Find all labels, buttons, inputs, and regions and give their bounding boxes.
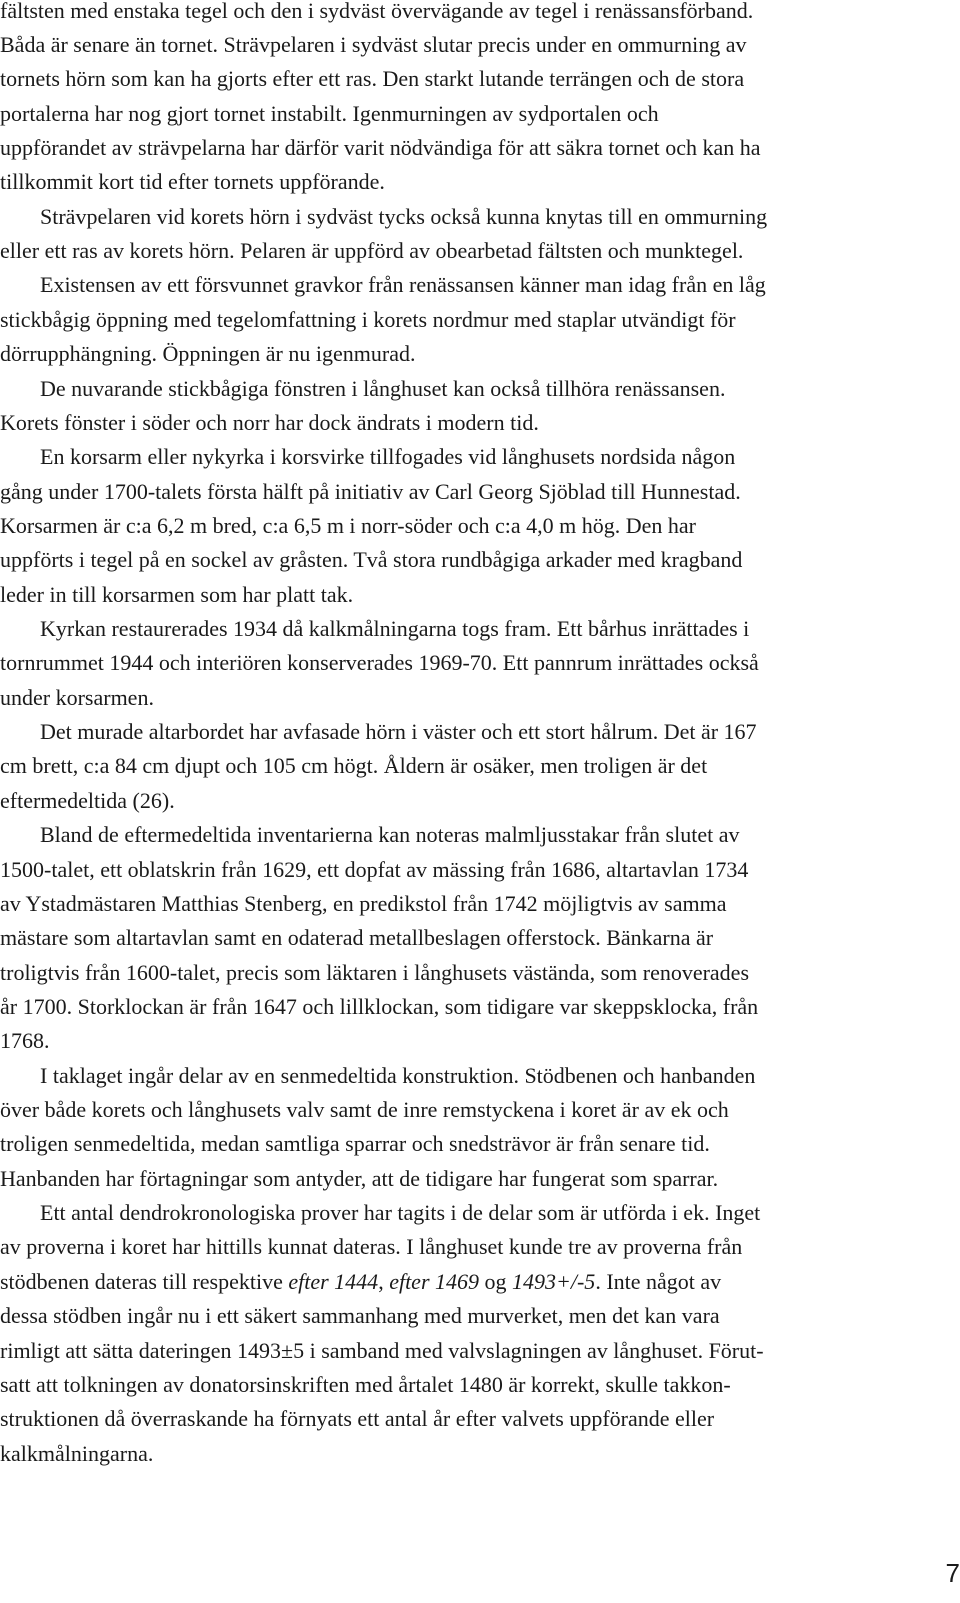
text-line: Båda är senare än tornet. Strävpelaren i sydväst slutar precis under en ommurning av [0, 32, 747, 57]
text-line: Strävpelaren vid korets hörn i sydväst tycks också kunna knytas till en ommurning [40, 204, 768, 229]
text-line: 1768. [0, 1028, 50, 1053]
text-line: Kyrkan restaurerades 1934 då kalkmålningarna togs fram. Ett bårhus inrättades i [40, 616, 750, 641]
text-line: kalkmålningarna. [0, 1441, 154, 1466]
text-line: rimligt att sätta dateringen 1493±5 i samband med valvslagningen av långhuset. Förut- [0, 1338, 764, 1363]
text-line: av proverna i koret har hittills kunnat dateras. I långhuset kunde tre av proverna från [0, 1234, 743, 1259]
text-line: 1500-talet, ett oblatskrin från 1629, ett dopfat av mässing från 1686, altartavlan 1734 [0, 857, 749, 882]
text-line: mästare som altartavlan samt en odaterad metallbeslagen offerstock. Bänkarna är [0, 925, 714, 950]
text-line: dessa stödben ingår nu i ett säkert sammanhang med murverket, men det kan vara [0, 1303, 720, 1328]
text-line: leder in till korsarmen som har platt tak. [0, 582, 354, 607]
text-line: uppförandet av strävpelarna har därför varit nödvändiga för att säkra tornet och kan ha [0, 135, 761, 160]
text-segment: stödbenen dateras till respektive [0, 1269, 289, 1294]
text-line: eller ett ras av korets hörn. Pelaren är uppförd av obearbetad fältsten och munktegel. [0, 238, 744, 263]
emphasis-date: efter 1444 [288, 1269, 379, 1294]
text-line: över både korets och långhusets valv samt de inre remstyckena i koret är av ek och [0, 1097, 729, 1122]
emphasis-date: 1493+/-5 [512, 1269, 596, 1294]
text-line: troligen senmedeltida, medan samtliga sparrar och snedsträvor är från senare tid. [0, 1131, 710, 1156]
text-line [0, 1265, 721, 1299]
text-line: Det murade altarbordet har avfasade hörn i väster och ett stort hålrum. Det är 167 [40, 719, 757, 744]
text-segment: og [479, 1269, 513, 1294]
text-line: gång under 1700-talets första hälft på initiativ av Carl Georg Sjöblad till Hunnestad. [0, 479, 741, 504]
page-number: 7 [945, 1558, 960, 1588]
text-line: cm brett, c:a 84 cm djupt och 105 cm högt. Åldern är osäker, men troligen är det [0, 753, 708, 778]
text-line: av Ystadmästaren Matthias Stenberg, en predikstol från 1742 möjligtvis av samma [0, 891, 727, 916]
text-line: portalerna har nog gjort tornet instabilt. Igenmurningen av sydportalen och [0, 101, 659, 126]
text-line: dörrupphängning. Öppningen är nu igenmurad. [0, 341, 416, 366]
text-line: fältsten med enstaka tegel och den i sydväst övervägande av tegel i renässansförband. [0, 0, 754, 23]
text-line: under korsarmen. [0, 685, 154, 710]
text-line: tornets hörn som kan ha gjorts efter ett ras. Den starkt lutande terrängen och de stora [0, 66, 745, 91]
text-line: De nuvarande stickbågiga fönstren i långhuset kan också tillhöra renässansen. [40, 376, 726, 401]
text-line: Bland de eftermedeltida inventarierna kan noteras malmljusstakar från slutet av [40, 822, 740, 847]
text-segment: , [378, 1269, 390, 1294]
text-line: I taklaget ingår delar av en senmedeltida konstruktion. Stödbenen och hanbanden [40, 1063, 756, 1088]
text-line: troligtvis från 1600-talet, precis som läktaren i långhusets västända, som renoverades [0, 960, 750, 985]
text-line: En korsarm eller nykyrka i korsvirke tillfogades vid långhusets nordsida någon [40, 444, 736, 469]
text-segment: . Inte något av [595, 1269, 722, 1294]
emphasis-date: efter 1469 [389, 1269, 480, 1294]
text-line: år 1700. Storklockan är från 1647 och lillklockan, som tidigare var skeppsklocka, från [0, 994, 759, 1019]
text-line: uppförts i tegel på en sockel av gråsten. Två stora rundbågiga arkader med kragband [0, 547, 743, 572]
text-line: tornrummet 1944 och interiören konserverades 1969-70. Ett pannrum inrättades också [0, 650, 759, 675]
text-line: Existensen av ett försvunnet gravkor från renässansen känner man idag från en låg [40, 272, 766, 297]
text-line: satt att tolkningen av donatorsinskriften med årtalet 1480 är korrekt, skulle takkon- [0, 1372, 731, 1397]
text-line: struktionen då överraskande ha förnyats ett antal år efter valvets uppförande eller [0, 1406, 715, 1431]
text-line: Ett antal dendrokronologiska prover har tagits i de delar som är utförda i ek. Inget [40, 1200, 761, 1225]
text-line: Korets fönster i söder och norr har dock ändrats i modern tid. [0, 410, 539, 435]
text-line: Korsarmen är c:a 6,2 m bred, c:a 6,5 m i norr-söder och c:a 4,0 m hög. Den har [0, 513, 696, 538]
text-line: stickbågig öppning med tegelomfattning i korets nordmur med staplar utvändigt för [0, 307, 736, 332]
text-line: eftermedeltida (26). [0, 788, 175, 813]
text-line: Hanbanden har förtagningar som antyder, att de tidigare har fungerat som sparrar. [0, 1166, 719, 1191]
text-line: tillkommit kort tid efter tornets uppförande. [0, 169, 385, 194]
